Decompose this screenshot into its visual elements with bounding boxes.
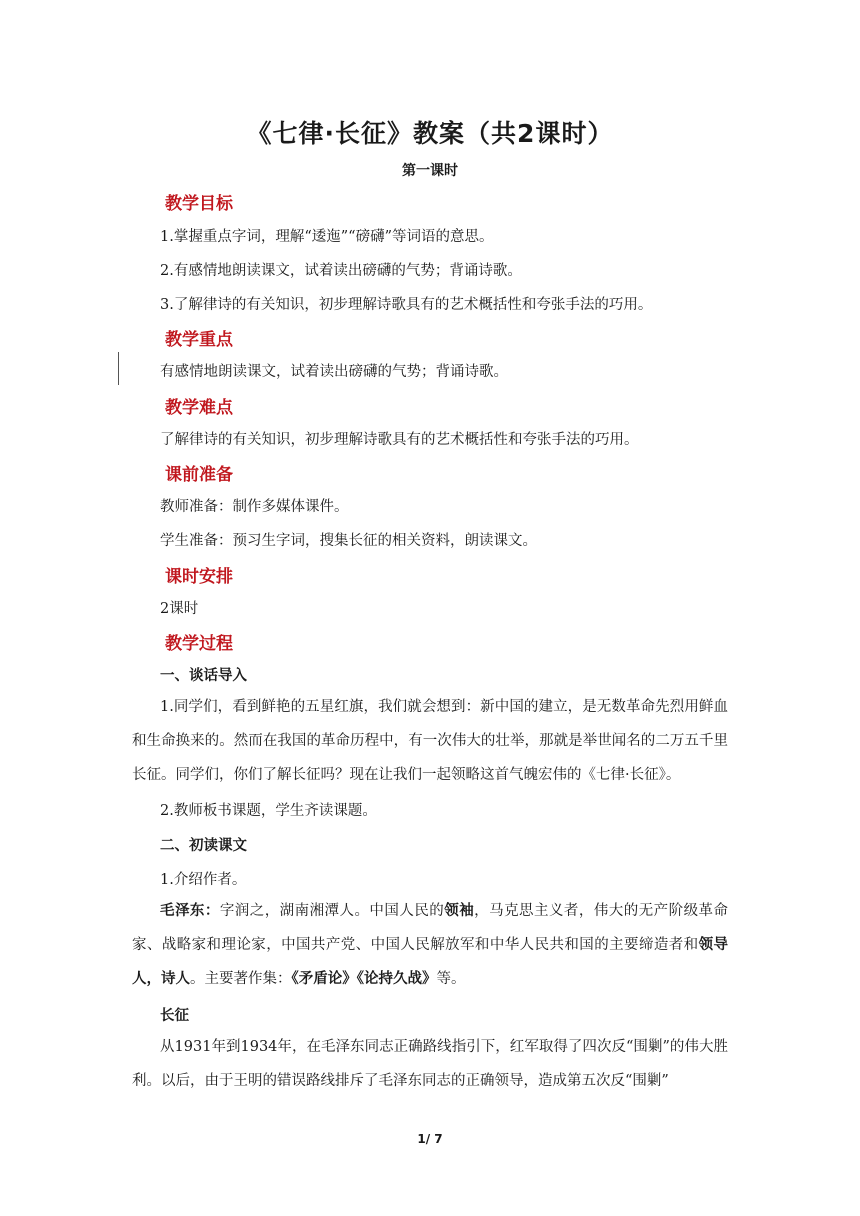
step2-title: 二、初读课文: [160, 838, 247, 854]
heading-objectives: 教学目标: [165, 194, 233, 214]
heading-key-points: 教学重点: [165, 330, 233, 350]
lesson-subtitle: 第一课时: [402, 163, 458, 179]
heading-process: 教学过程: [165, 634, 233, 654]
changzheng-paragraph: [132, 1030, 728, 1098]
author-name: 毛泽东：: [160, 903, 220, 919]
step1-p1-text: 1.同学们，看到鲜艳的五星红旗，我们就会想到：新中国的建立，是无数革命先烈用鲜血和生命换来的。然而在我国的革命历程中，有一次伟大的壮举，那就是举世闻名的二万五千里长征。同学们，你们了解长征吗？现在让我们一起领略这首气魄宏伟的《七律·长征》。: [132, 699, 728, 783]
difficulties-text: 了解律诗的有关知识，初步理解诗歌具有的艺术概括性和夸张手法的巧用。: [160, 432, 639, 448]
student-preparation: 学生准备：预习生字词，搜集长征的相关资料，朗读课文。: [160, 533, 537, 549]
step1-paragraph-1: [132, 690, 728, 792]
objective-item-1: 1.掌握重点字词，理解“逶迤”“磅礴”等词语的意思。: [160, 229, 494, 245]
step1-title: 一、谈话导入: [160, 668, 247, 684]
changzheng-text: 从1931年到1934年，在毛泽东同志正确路线指引下，红军取得了四次反“围剿”的伟大胜利。以后，由于王明的错误路线排斥了毛泽东同志的正确领导，造成第五次反“围剿”: [132, 1039, 728, 1089]
objective-item-3: 3.了解律诗的有关知识，初步理解诗歌具有的艺术概括性和夸张手法的巧用。: [160, 297, 653, 313]
document-title: 《七律·长征》教案（共2课时）: [246, 119, 614, 148]
step1-paragraph-2: 2.教师板书课题，学生齐读课题。: [160, 803, 377, 819]
heading-difficulties: 教学难点: [165, 398, 233, 418]
author-text: 毛泽东：字润之，湖南湘潭人。中国人民的领袖，马克思主义者，伟大的无产阶级革命家、战略家和理论家，中国共产党、中国人民解放军和中华人民共和国的主要缔造者和领导人，诗人。主要著作集：《矛盾论》《论持久战》等。: [132, 903, 729, 987]
author-paragraph: [132, 894, 728, 996]
page-number: 1/ 7: [417, 1132, 443, 1146]
heading-schedule: 课时安排: [165, 567, 233, 587]
teacher-preparation: 教师准备：制作多媒体课件。: [160, 499, 349, 515]
text-cursor: [118, 352, 119, 385]
step2-paragraph-1: 1.介绍作者。: [160, 872, 247, 888]
key-points-text: 有感情地朗读课文，试着读出磅礴的气势；背诵诗歌。: [160, 364, 508, 380]
objective-item-2: 2.有感情地朗读课文，试着读出磅礴的气势；背诵诗歌。: [160, 263, 522, 279]
schedule-text: 2课时: [160, 601, 199, 617]
heading-preparation: 课前准备: [165, 465, 233, 485]
changzheng-title: 长征: [160, 1008, 189, 1024]
